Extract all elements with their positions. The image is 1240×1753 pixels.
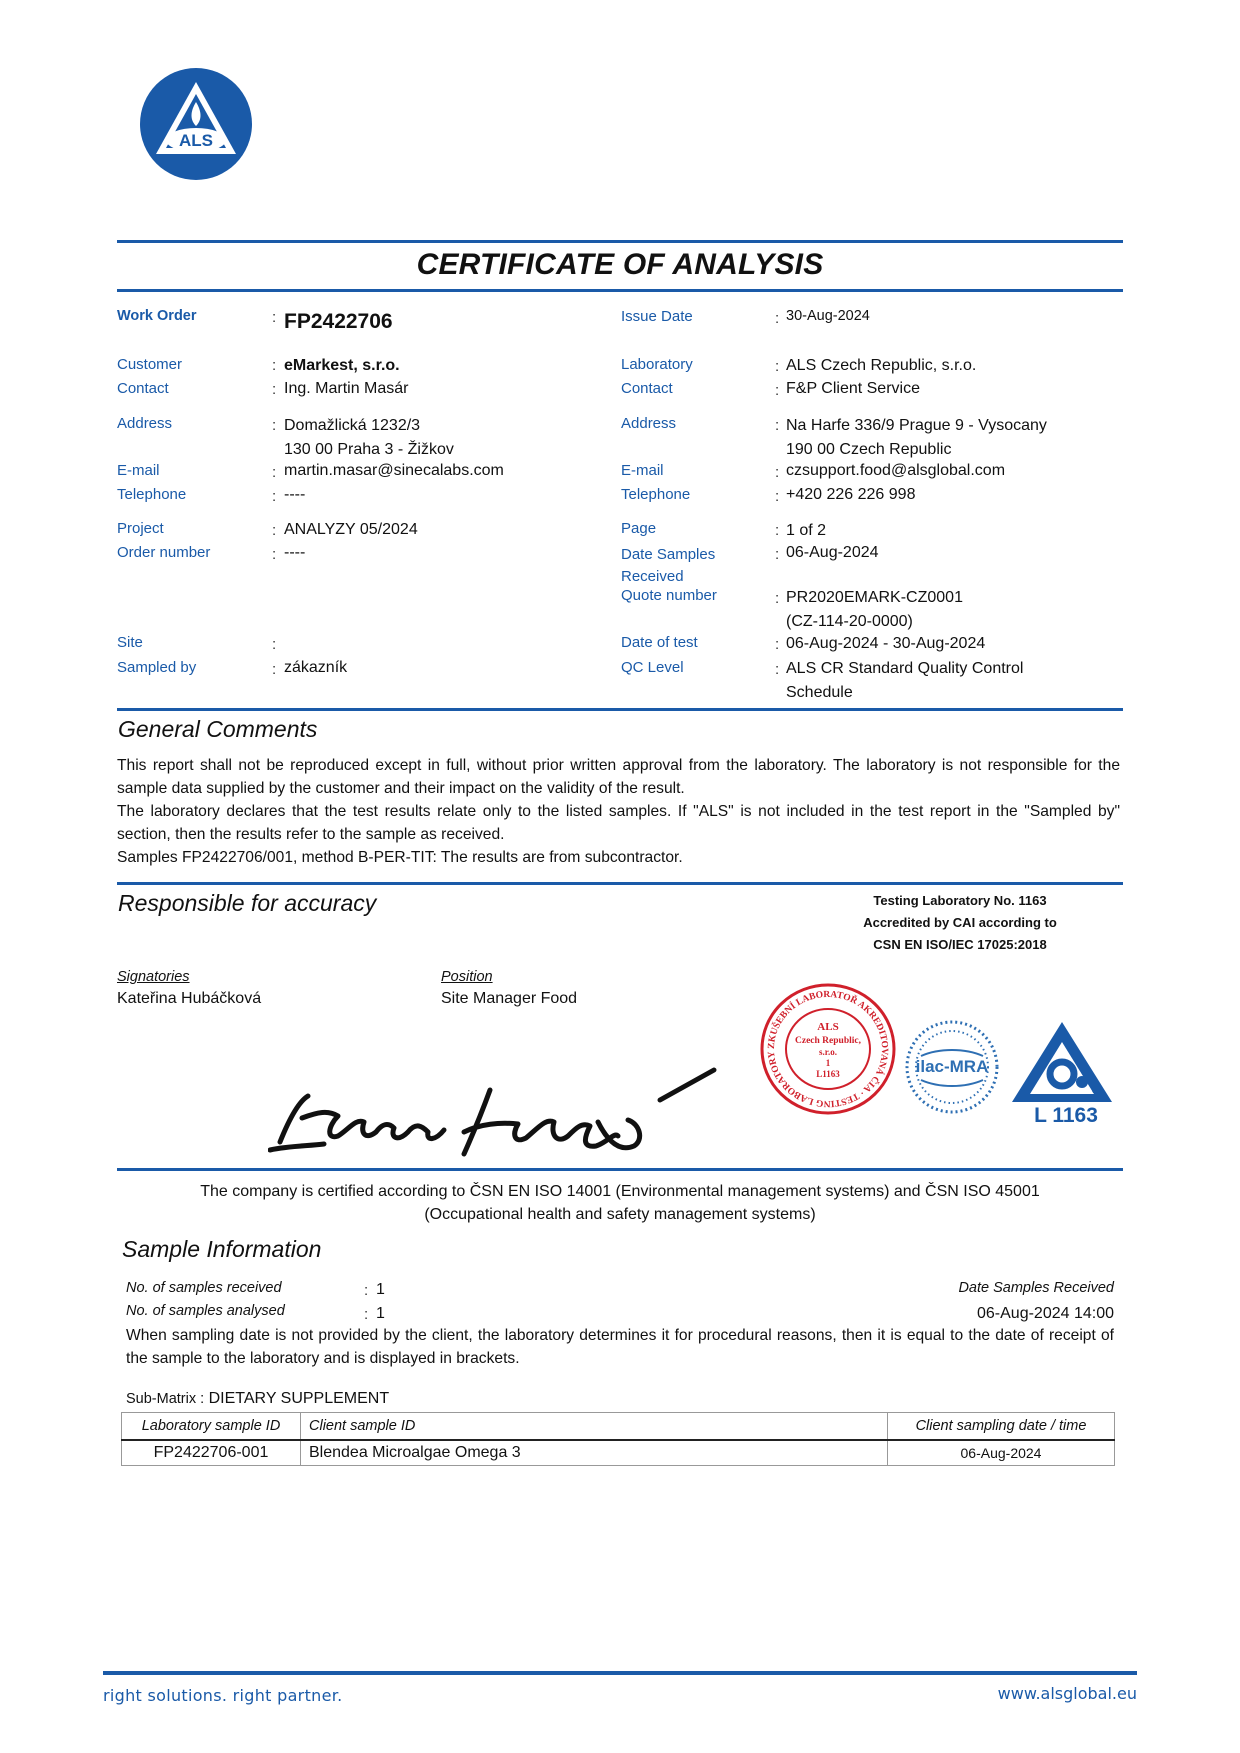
samples-received-label: No. of samples received	[126, 1280, 282, 1296]
lab-contact-label: Contact	[621, 380, 673, 397]
certification-line1: The company is certified according to ČSN EN ISO 14001 (Environmental management systems) and ČSN ISO 45001	[200, 1183, 1040, 1200]
colon: :	[272, 636, 277, 653]
samples-analysed-value: 1	[376, 1305, 385, 1322]
date-of-test-value: 06-Aug-2024 - 30-Aug-2024	[786, 635, 986, 652]
seal-inner-line2: Czech Republic,	[795, 1036, 861, 1046]
cell-client-sample-id: Blendea Microalgae Omega 3	[301, 1440, 888, 1466]
signatory-name: Kateřina Hubáčková	[117, 990, 262, 1007]
email-value: martin.masar@sinecalabs.com	[284, 462, 504, 479]
colon: :	[775, 636, 780, 653]
date-samples-received-label: Date Samples Received	[958, 1280, 1114, 1296]
colon: :	[272, 546, 277, 563]
date-of-test-label: Date of test	[621, 634, 698, 651]
footer-website-link[interactable]: www.alsglobal.eu	[997, 1684, 1137, 1703]
telephone-label: Telephone	[117, 486, 187, 503]
telephone-value: ----	[284, 486, 306, 503]
table-header-row	[122, 1413, 1115, 1441]
qc-level-label: QC Level	[621, 659, 684, 676]
ilac-text: ilac-MRA	[915, 1057, 989, 1076]
title-bottom-rule	[117, 289, 1123, 292]
samples-received-value: 1	[376, 1281, 385, 1298]
lab-contact-value: F&P Client Service	[786, 380, 920, 397]
seal-inner-line3: s.r.o.	[819, 1047, 837, 1057]
lab-email-label: E-mail	[621, 462, 664, 479]
project-label: Project	[117, 520, 164, 537]
title-top-rule	[117, 240, 1123, 243]
comments-top-rule	[117, 708, 1123, 711]
laboratory-label: Laboratory	[621, 356, 693, 373]
submatrix-label: Sub-Matrix :	[126, 1391, 205, 1407]
customer-label: Customer	[117, 356, 183, 373]
quote-number-label: Quote number	[621, 587, 717, 604]
submatrix-value: DIETARY SUPPLEMENT	[208, 1390, 390, 1407]
lab-telephone-value: +420 226 226 998	[786, 486, 916, 503]
colon: :	[364, 1282, 369, 1299]
cell-lab-sample-id: FP2422706-001	[122, 1440, 301, 1466]
footer-rule	[103, 1671, 1137, 1675]
general-comments-p1: This report shall not be reproduced except in full, without prior written approval from the laboratory. The laboratory is not responsible for the sample data supplied by the customer and their impact on the validity of the result.	[117, 757, 1120, 797]
sampled-by-label: Sampled by	[117, 659, 197, 676]
lab-address-line1: Na Harfe 336/9 Prague 9 - Vysocany	[786, 417, 1047, 434]
address-line2: 130 00 Praha 3 - Žižkov	[284, 441, 454, 458]
sample-information-heading: Sample Information	[122, 1236, 322, 1262]
date-samples-received-label-1: Date Samples	[621, 546, 716, 563]
cai-l1163-mark	[1012, 1018, 1122, 1126]
cai-accreditation-seal	[758, 982, 898, 1117]
seal-inner-line1: ALS	[817, 1021, 839, 1033]
colon: :	[272, 661, 277, 678]
date-samples-received-datetime: 06-Aug-2024 14:00	[977, 1305, 1114, 1322]
qc-level-line2: Schedule	[786, 684, 853, 701]
quote-number-line2: (CZ-114-20-0000)	[786, 613, 913, 630]
header-client-sample-id: Client sample ID	[301, 1413, 888, 1441]
document-title: CERTIFICATE OF ANALYSIS	[416, 248, 824, 281]
colon: :	[272, 464, 277, 481]
colon: :	[272, 381, 277, 398]
email-label: E-mail	[117, 462, 160, 479]
signatories-label: Signatories	[117, 969, 190, 985]
sampled-by-value: zákazník	[284, 659, 348, 676]
work-order-value: FP2422706	[284, 310, 393, 333]
responsible-top-rule	[117, 882, 1123, 885]
colon: :	[272, 522, 277, 539]
submatrix	[126, 1390, 389, 1408]
order-number-label: Order number	[117, 544, 211, 561]
date-samples-received-value: 06-Aug-2024	[786, 544, 879, 561]
handwritten-signature	[268, 1062, 728, 1162]
sampling-date-note: When sampling date is not provided by the client, the laboratory determines it for procedural reasons, then it is equal to the date of receipt of the sample to the laboratory and is displayed in brackets.	[126, 1327, 1114, 1367]
colon: :	[775, 382, 780, 399]
colon: :	[272, 488, 277, 505]
header-client-sampling-date: Client sampling date / time	[888, 1413, 1115, 1441]
header-lab-sample-id: Laboratory sample ID	[122, 1413, 301, 1441]
colon: :	[775, 417, 780, 434]
samples-table	[121, 1412, 1115, 1466]
colon: :	[272, 417, 277, 434]
cell-client-sampling-date: 06-Aug-2024	[888, 1440, 1115, 1466]
position-label: Position	[441, 969, 493, 985]
accreditation-line2: Accredited by CAI according to	[863, 915, 1057, 930]
accreditation-line1: Testing Laboratory No. 1163	[873, 893, 1047, 908]
page-value: 1 of 2	[786, 522, 827, 539]
work-order-label: Work Order	[117, 308, 197, 324]
colon: :	[272, 309, 277, 326]
colon: :	[775, 590, 780, 607]
colon: :	[775, 488, 780, 505]
lab-telephone-label: Telephone	[621, 486, 691, 503]
laboratory-value: ALS Czech Republic, s.r.o.	[786, 357, 977, 374]
page-label: Page	[621, 520, 657, 537]
seal-inner-line5: L1163	[816, 1069, 840, 1079]
colon: :	[364, 1306, 369, 1323]
colon: :	[775, 546, 780, 563]
colon: :	[775, 522, 780, 539]
quote-number-line1: PR2020EMARK-CZ0001	[786, 589, 963, 606]
seal-outer-text: ZKUŠEBNÍ LABORATOŘ AKREDITOVANÁ ČIA · TESTING LABORATORY	[766, 989, 890, 1109]
address-label: Address	[117, 415, 173, 432]
colon: :	[775, 358, 780, 375]
lab-address-label: Address	[621, 415, 677, 432]
colon: :	[272, 357, 277, 374]
site-label: Site	[117, 634, 143, 651]
issue-date-label: Issue Date	[621, 308, 693, 325]
customer-value: eMarkest, s.r.o.	[284, 357, 400, 374]
general-comments-heading: General Comments	[118, 716, 318, 742]
footer-tagline: right solutions. right partner.	[103, 1686, 343, 1705]
accreditation-line3: CSN EN ISO/IEC 17025:2018	[873, 937, 1047, 952]
seal-inner-line4: 1	[825, 1058, 831, 1068]
order-number-value: ----	[284, 544, 306, 561]
samples-analysed-label: No. of samples analysed	[126, 1303, 285, 1319]
date-samples-received-label-2: Received	[621, 568, 684, 585]
als-logo	[140, 68, 252, 180]
table-row	[122, 1440, 1115, 1466]
responsible-heading: Responsible for accuracy	[118, 890, 377, 916]
colon: :	[775, 310, 780, 327]
lab-address-line2: 190 00 Czech Republic	[786, 441, 952, 458]
address-line1: Domažlická 1232/3	[284, 417, 421, 434]
general-comments-p3: Samples FP2422706/001, method B-PER-TIT: The results are from subcontractor.	[117, 849, 683, 866]
contact-value: Ing. Martin Masár	[284, 380, 409, 397]
ilac-mra-mark	[903, 1018, 1001, 1116]
lab-email-value: czsupport.food@alsglobal.com	[786, 462, 1006, 479]
colon: :	[775, 661, 780, 678]
cai-mark-label: L 1163	[1034, 1104, 1098, 1126]
issue-date-value: 30-Aug-2024	[786, 308, 870, 324]
certification-top-rule	[117, 1168, 1123, 1171]
certification-line2: (Occupational health and safety management systems)	[424, 1206, 816, 1223]
colon: :	[775, 464, 780, 481]
contact-label: Contact	[117, 380, 169, 397]
qc-level-line1: ALS CR Standard Quality Control	[786, 660, 1024, 677]
signatory-position: Site Manager Food	[441, 990, 578, 1007]
logo-text: ALS	[179, 131, 213, 150]
project-value: ANALYZY 05/2024	[284, 521, 418, 538]
general-comments-p2: The laboratory declares that the test results relate only to the listed samples. If "ALS" is not included in the test report in the "Sampled by" section, then the results refer to the sample as received.	[117, 803, 1120, 843]
